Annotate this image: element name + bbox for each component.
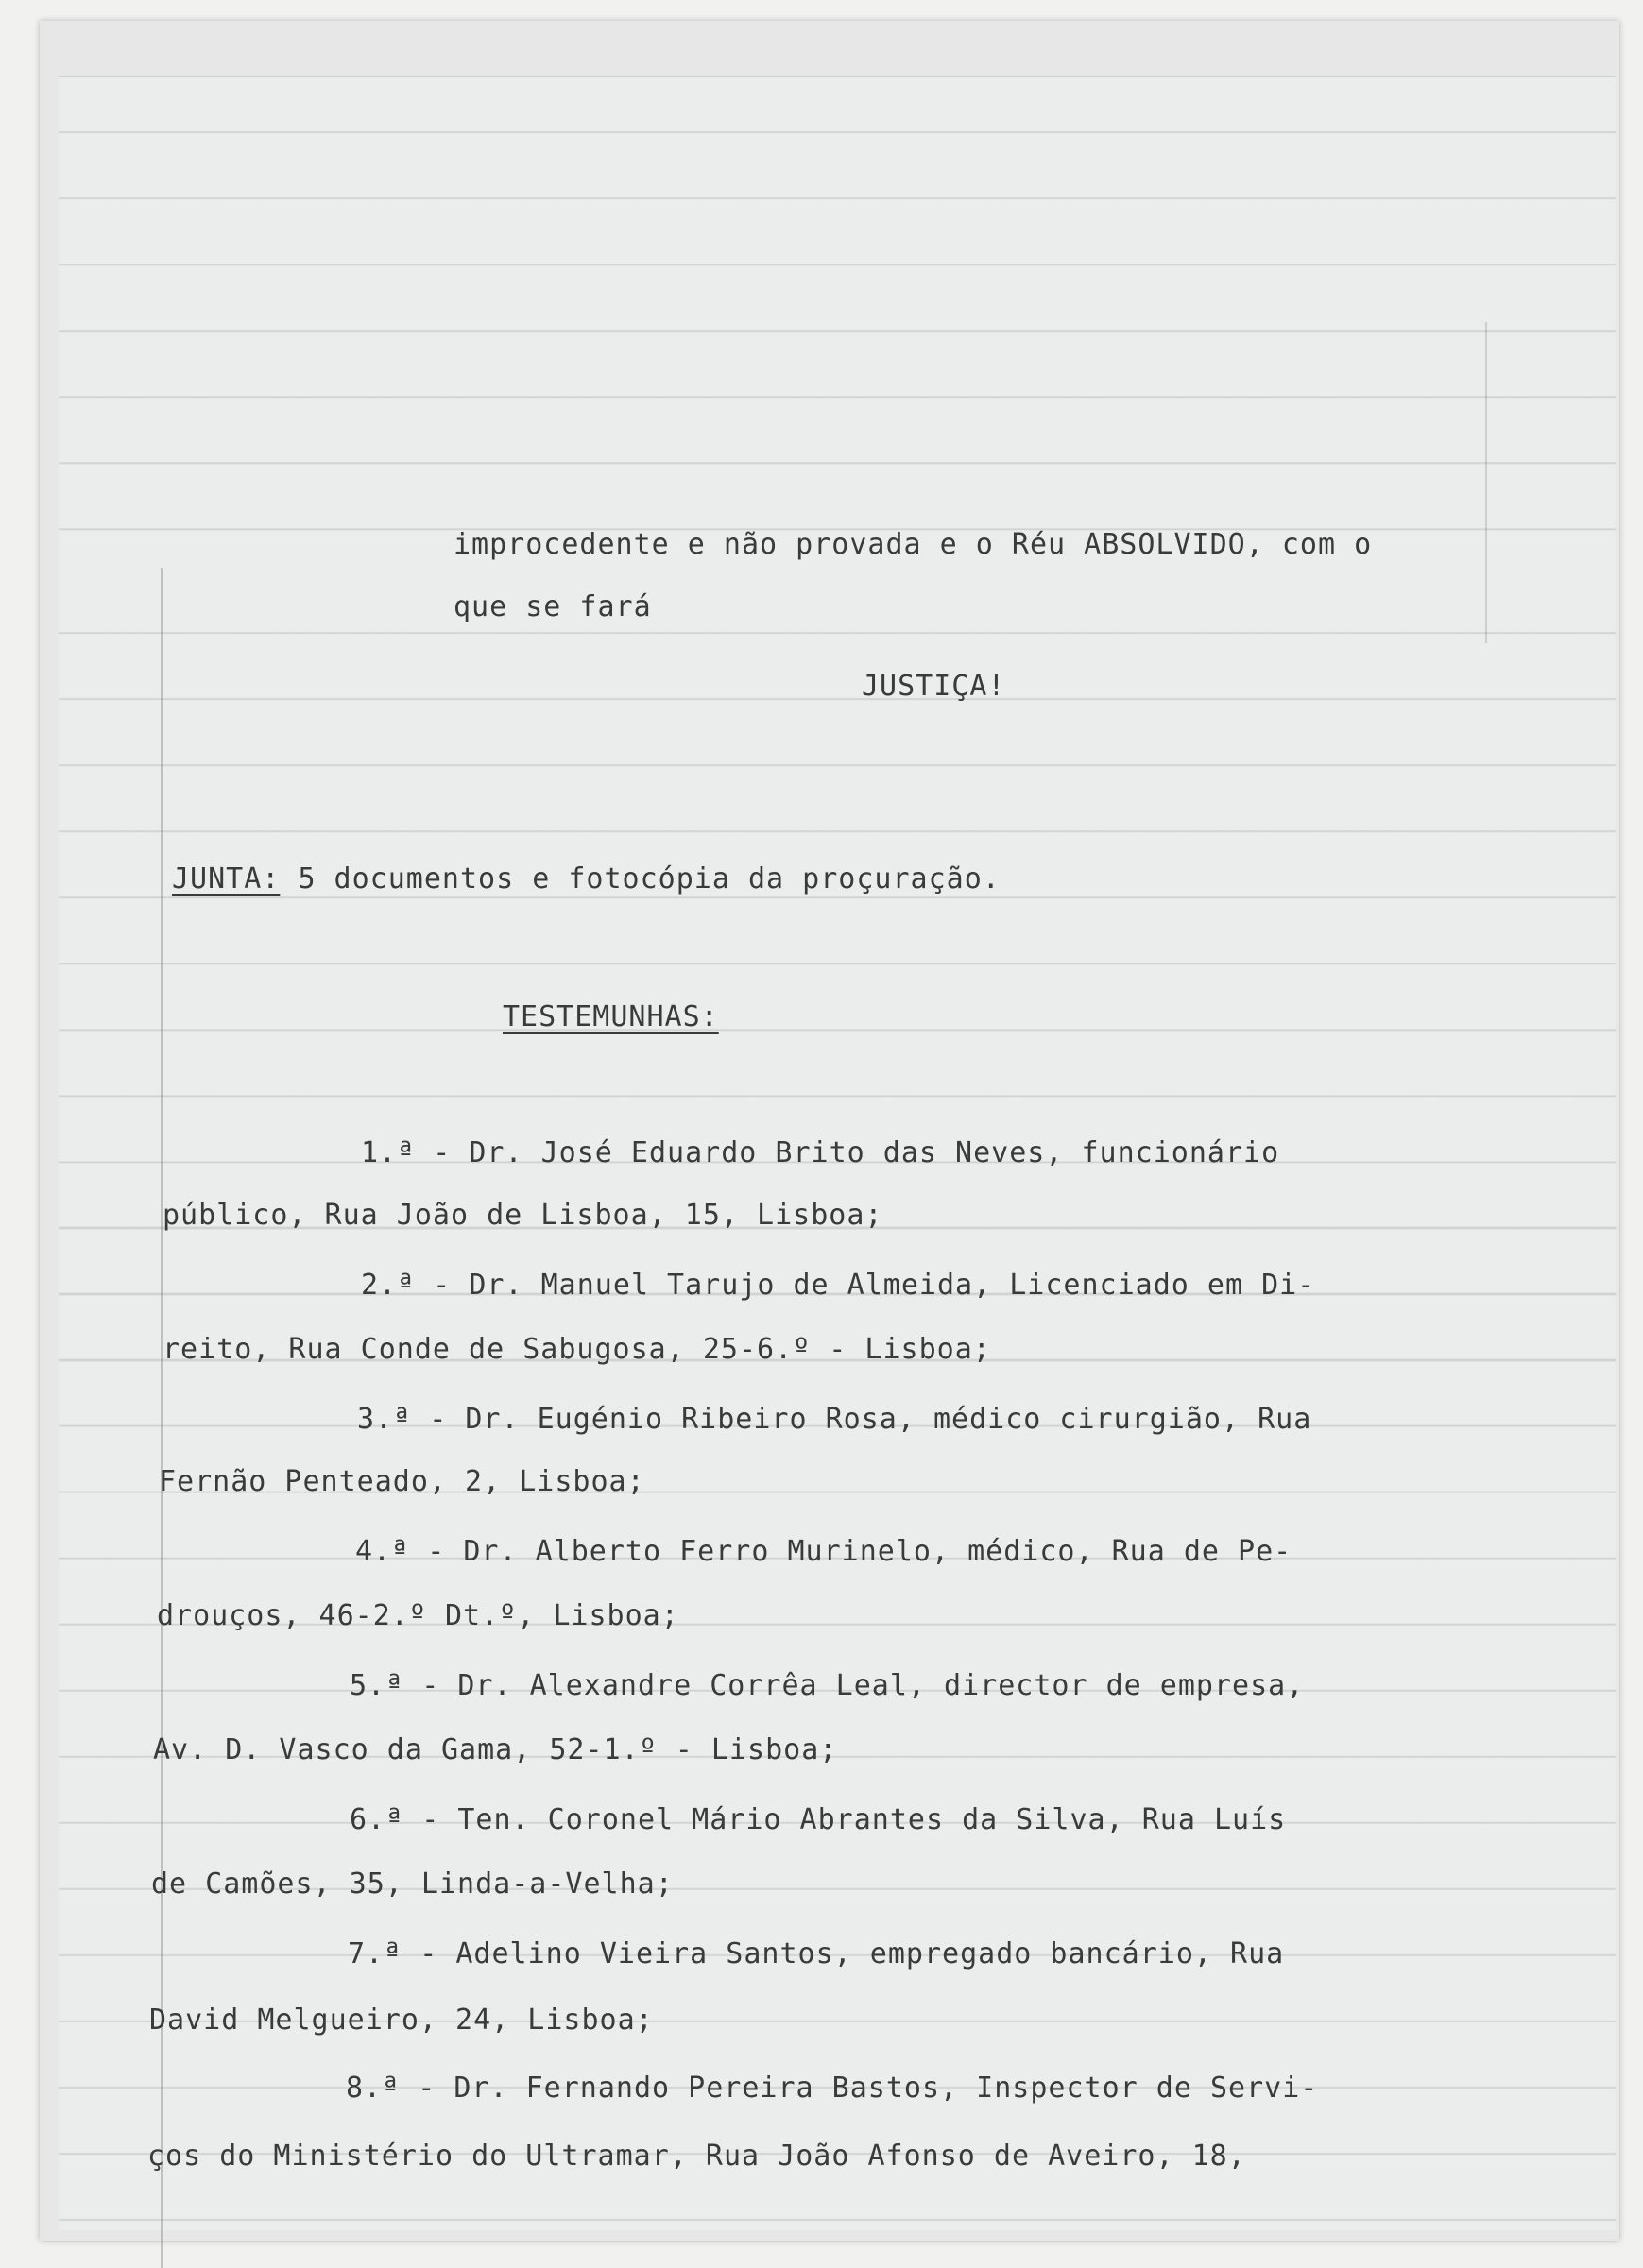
witness-7-line-2: David Melgueiro, 24, Lisboa;	[149, 2004, 654, 2037]
witness-1-line-1: 1.ª - Dr. José Eduardo Brito das Neves, funcionário	[361, 1136, 1280, 1169]
witness-3-line-2: Fernão Penteado, 2, Lisboa;	[159, 1465, 645, 1498]
witness-3-line-1: 3.ª - Dr. Eugénio Ribeiro Rosa, médico cirurgião, Rua	[357, 1403, 1312, 1436]
closing-line-1: improcedente e não provada e o Réu ABSOLVIDO, com o	[454, 528, 1373, 561]
justice-heading: JUSTIÇA!	[862, 670, 1006, 703]
witness-7-line-1: 7.ª - Adelino Vieira Santos, empregado bancário, Rua	[348, 1937, 1285, 1970]
witness-6-line-2: de Camões, 35, Linda-a-Velha;	[151, 1867, 674, 1901]
annex-text: 5 documentos e fotocópia da proçuração.	[298, 862, 1001, 895]
closing-line-2: que se fará	[454, 590, 652, 623]
witness-2-line-2: reito, Rua Conde de Sabugosa, 25-6.º - Lisboa;	[163, 1333, 991, 1366]
witness-8-line-1: 8.ª - Dr. Fernando Pereira Bastos, Inspector de Servi-	[346, 2072, 1319, 2105]
witness-8-line-2: ços do Ministério do Ultramar, Rua João Afonso de Aveiro, 18,	[147, 2140, 1246, 2173]
witness-5-line-1: 5.ª - Dr. Alexandre Corrêa Leal, director de empresa,	[350, 1669, 1305, 1702]
witness-2-line-1: 2.ª - Dr. Manuel Tarujo de Almeida, Licenciado em Di-	[361, 1269, 1316, 1302]
right-margin-rule	[1485, 322, 1487, 643]
witness-1-line-2: público, Rua João de Lisboa, 15, Lisboa;	[163, 1199, 883, 1232]
witness-4-line-2: drouços, 46-2.º Dt.º, Lisboa;	[157, 1599, 679, 1632]
witness-6-line-1: 6.ª - Ten. Coronel Mário Abrantes da Silva, Rua Luís	[350, 1803, 1287, 1836]
annex-label: JUNTA:	[172, 862, 281, 895]
document-page	[59, 76, 1616, 2230]
witness-5-line-2: Av. D. Vasco da Gama, 52-1.º - Lisboa;	[153, 1733, 838, 1766]
witnesses-heading: TESTEMUNHAS:	[503, 1000, 719, 1033]
witness-4-line-1: 4.ª - Dr. Alberto Ferro Murinelo, médico, Rua de Pe-	[355, 1535, 1292, 1568]
annex-line	[172, 862, 1001, 895]
